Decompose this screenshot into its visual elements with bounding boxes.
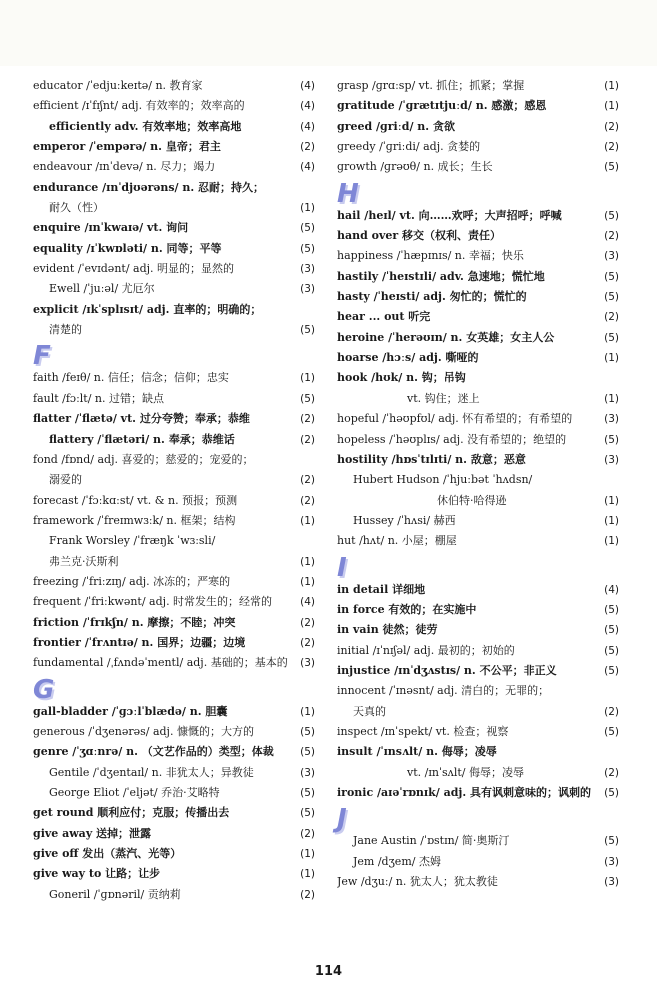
glossary-entry [33, 117, 315, 137]
glossary-entry [337, 409, 619, 429]
unit-number: (1) [300, 848, 315, 861]
unit-number: (2) [300, 141, 315, 154]
unit-number: (1) [300, 514, 315, 527]
glossary-entry [337, 206, 619, 226]
entry-text: endurance /ɪnˈdjʊərəns/ n. 忍耐；持久； [33, 180, 265, 194]
entry-text: 溺爱的 [49, 473, 82, 487]
unit-number: (3) [300, 766, 315, 779]
glossary-entry [337, 872, 619, 892]
glossary-entry [337, 348, 619, 368]
entry-text: faith /feɪθ/ n. 信任；信念；信仰；忠实 [33, 371, 229, 385]
entry-text: hear ... out 听完 [337, 310, 431, 324]
glossary-entry [337, 368, 619, 388]
entry-text: Hussey /ˈhʌsi/ 赫西 [353, 513, 456, 527]
entry-text: efficient /ɪˈfɪʃnt/ adj. 有效率的；效率高的 [33, 99, 245, 113]
unit-number: (1) [604, 80, 619, 92]
entry-text: 休伯特·哈得逊 [437, 493, 507, 507]
unit-number: (5) [300, 787, 315, 799]
entry-text: evident /ˈevɪdənt/ adj. 明显的；显然的 [33, 262, 235, 276]
section-letter: F [33, 341, 51, 372]
glossary-entry [337, 76, 619, 96]
entry-text: heroine /ˈherəʊɪn/ n. 女英雄；女主人公 [337, 330, 555, 344]
entry-text: Jane Austin /ˈɒstɪn/ 简·奥斯汀 [353, 834, 510, 848]
entry-text: vt. /ɪnˈsʌlt/ 侮辱；凌辱 [407, 765, 524, 779]
entry-text: grasp /ɡrɑːsp/ vt. 抓住；抓紧；掌握 [337, 79, 525, 92]
unit-number: (4) [300, 161, 315, 174]
unit-number: (1) [604, 535, 619, 548]
entry-text: hopeless /ˈhəʊplɪs/ adj. 没有希望的；绝望的 [337, 432, 567, 446]
section-letter: I [337, 552, 347, 583]
unit-number: (2) [300, 474, 315, 487]
glossary-entry [33, 824, 315, 844]
entry-text: equality /ɪˈkwɒləti/ n. 同等；平等 [33, 241, 222, 255]
unit-number: (3) [604, 250, 619, 263]
unit-number: (2) [300, 494, 315, 507]
entry-text: fond /fɒnd/ adj. 喜爱的；慈爱的；宠爱的； [33, 452, 254, 466]
entry-text: Hubert Hudson /ˈhjuːbət ˈhʌdsn/ [353, 473, 533, 487]
glossary-entry [337, 450, 619, 470]
unit-number: (1) [300, 868, 315, 881]
entry-text: greedy /ˈɡriːdi/ adj. 贪婪的 [337, 140, 481, 154]
entry-text: Jew /dʒuː/ n. 犹太人；犹太教徒 [337, 875, 498, 889]
unit-number: (5) [300, 324, 315, 337]
glossary-entry [33, 552, 315, 572]
unit-number: (2) [604, 705, 619, 718]
unit-number: (5) [300, 746, 315, 759]
unit-number: (5) [300, 222, 315, 235]
unit-number: (2) [604, 311, 619, 324]
glossary-entry [33, 259, 315, 279]
unit-number: (5) [604, 624, 619, 637]
glossary-entry [337, 117, 619, 137]
entry-text: hut /hʌt/ n. 小屋；棚屋 [337, 534, 457, 548]
unit-number: (2) [300, 433, 315, 446]
entry-text: hopeful /ˈhəʊpfʊl/ adj. 怀有希望的；有希望的 [337, 412, 573, 426]
unit-number: (3) [604, 413, 619, 426]
entry-text: hasty /ˈheɪsti/ adj. 匆忙的；慌忙的 [337, 290, 527, 304]
entry-text: happiness /ˈhæpɪnɪs/ n. 幸福；快乐 [337, 249, 524, 263]
glossary-entry [33, 279, 315, 299]
entry-text: fault /fɔːlt/ n. 过错；缺点 [33, 391, 165, 405]
glossary-entry [337, 852, 619, 872]
unit-number: (5) [604, 209, 619, 222]
glossary-entry [33, 742, 315, 762]
entry-text: hoarse /hɔːs/ adj. 嘶哑的 [337, 351, 479, 365]
entry-text: explicit /ɪkˈsplɪsɪt/ adj. 直率的；明确的； [33, 302, 262, 316]
entry-text: gall-bladder /ˈɡɔːlˈblædə/ n. 胆囊 [33, 704, 228, 718]
entry-text: inspect /ɪnˈspekt/ vt. 检查；视察 [337, 724, 509, 738]
glossary-entry [33, 702, 315, 722]
glossary-entry [33, 218, 315, 238]
glossary-entry [33, 137, 315, 157]
unit-number: (1) [604, 494, 619, 507]
glossary-entry [33, 409, 315, 429]
glossary-entry [33, 531, 315, 551]
entry-text: endeavour /ɪnˈdevə/ n. 尽力；竭力 [33, 160, 216, 174]
entry-text: hail /heɪl/ vt. 向……欢呼；大声招呼；呼喊 [337, 208, 562, 222]
unit-number: (4) [300, 80, 315, 92]
entry-text: freezing /ˈfriːzɪŋ/ adj. 冰冻的；严寒的 [33, 574, 231, 588]
entry-text: Gentile /ˈdʒentaɪl/ n. 非犹太人；异教徒 [49, 765, 254, 779]
glossary-entry [337, 600, 619, 620]
glossary-entry [33, 389, 315, 409]
glossary-entry [33, 96, 315, 116]
glossary-entry [337, 580, 619, 600]
glossary-entry [33, 763, 315, 783]
unit-number: (4) [300, 120, 315, 133]
unit-number: (5) [604, 664, 619, 677]
unit-number: (2) [300, 616, 315, 629]
unit-number: (3) [604, 876, 619, 889]
glossary-entry [337, 661, 619, 681]
unit-number: (4) [300, 596, 315, 609]
entry-text: insult /ˈɪnsʌlt/ n. 侮辱；凌辱 [337, 745, 497, 759]
glossary-entry [33, 178, 315, 198]
glossary-entry [337, 742, 619, 762]
entry-text: in vain 徒然；徒劳 [337, 623, 438, 637]
glossary-entry [33, 592, 315, 612]
glossary-entry [337, 783, 619, 803]
entry-text: generous /ˈdʒenərəs/ adj. 慷慨的；大方的 [33, 724, 254, 738]
glossary-entry [33, 722, 315, 742]
glossary-entry [337, 226, 619, 246]
glossary-entry [337, 328, 619, 348]
section-letter-row [337, 178, 619, 209]
unit-number: (1) [300, 202, 315, 215]
entry-text: frontier /ˈfrʌntɪə/ n. 国界；边疆；边境 [33, 635, 246, 649]
unit-number: (3) [604, 453, 619, 466]
glossary-entry [337, 681, 619, 701]
entry-text: efficiently adv. 有效率地；效率高地 [49, 119, 242, 133]
unit-number: (5) [300, 807, 315, 820]
unit-number: (5) [604, 603, 619, 616]
glossary-entry [33, 300, 315, 320]
glossary-entry [337, 722, 619, 742]
entry-text: give off 发出（蒸汽、光等） [33, 847, 182, 861]
glossary-entry [337, 702, 619, 722]
entry-text: 天真的 [353, 704, 386, 718]
entry-text: 耐久（性） [49, 201, 104, 215]
glossary-entry [337, 620, 619, 640]
unit-number: (2) [604, 120, 619, 133]
glossary-entry [33, 76, 315, 96]
entry-text: 清楚的 [49, 323, 82, 337]
unit-number: (5) [604, 331, 619, 344]
entry-text: hastily /ˈheɪstɪli/ adv. 急速地；慌忙地 [337, 269, 545, 283]
right-column [337, 76, 619, 892]
glossary-entry [337, 531, 619, 551]
unit-number: (3) [300, 283, 315, 296]
entry-text: in detail 详细地 [337, 582, 426, 596]
glossary-entry [337, 491, 619, 511]
glossary-entry [33, 157, 315, 177]
entry-text: give way to 让路；让步 [33, 867, 161, 881]
unit-number: (2) [300, 636, 315, 649]
entry-text: forecast /ˈfɔːkɑːst/ vt. & n. 预报；预测 [33, 493, 238, 507]
entry-text: gratitude /ˈɡrætɪtjuːd/ n. 感激；感恩 [337, 99, 547, 113]
glossary-entry [337, 641, 619, 661]
glossary-entry [337, 470, 619, 490]
unit-number: (2) [300, 413, 315, 426]
entry-text: initial /ɪˈnɪʃəl/ adj. 最初的；初始的 [337, 643, 515, 657]
glossary-entry [337, 96, 619, 116]
unit-number: (1) [604, 100, 619, 113]
entry-text: flattery /ˈflætəri/ n. 奉承；恭维话 [49, 432, 235, 446]
glossary-entry [33, 198, 315, 218]
entry-text: greed /ɡriːd/ n. 贪欲 [337, 119, 455, 133]
entry-text: framework /ˈfreɪmwɜːk/ n. 框架；结构 [33, 513, 236, 527]
glossary-entry [33, 803, 315, 823]
entry-text: Frank Worsley /ˈfræŋk ˈwɜːsli/ [49, 534, 216, 548]
unit-number: (1) [604, 514, 619, 527]
section-letter: H [337, 178, 359, 209]
glossary-entry [337, 307, 619, 327]
entry-text: 弗兰克·沃斯利 [49, 554, 119, 568]
unit-number: (4) [300, 100, 315, 113]
entry-text: growth /ɡrəʊθ/ n. 成长；生长 [337, 160, 493, 174]
entry-text: get round 顺利应付；克服；传播出去 [33, 806, 230, 820]
glossary-entry [337, 389, 619, 409]
unit-number: (2) [300, 888, 315, 901]
glossary-entry [33, 430, 315, 450]
glossary-entry [33, 864, 315, 884]
glossary-entry [33, 239, 315, 259]
unit-number: (5) [604, 787, 619, 799]
glossary-entry [337, 137, 619, 157]
entry-text: fundamental /ˌfʌndəˈmentl/ adj. 基础的；基本的 [33, 656, 288, 670]
glossary-entry [337, 287, 619, 307]
glossary-entry [337, 511, 619, 531]
unit-number: (3) [300, 657, 315, 670]
entry-text: hand over 移交（权利、责任） [337, 229, 501, 243]
entry-text: give away 送掉；泄露 [33, 826, 152, 840]
entry-text: enquire /ɪnˈkwaɪə/ vt. 询问 [33, 221, 189, 235]
entry-text: genre /ˈʒɑːnrə/ n. （文艺作品的）类型；体裁 [33, 745, 274, 759]
section-letter-row [337, 552, 619, 583]
glossary-entry [33, 470, 315, 490]
entry-text: injustice /ɪnˈdʒʌstɪs/ n. 不公平；非正义 [337, 663, 557, 677]
entry-text: flatter /ˈflætə/ vt. 过分夸赞；奉承；恭维 [33, 412, 250, 426]
glossary-entry [33, 844, 315, 864]
entry-text: friction /ˈfrɪkʃn/ n. 摩擦；不睦；冲突 [33, 615, 236, 629]
glossary-entry [33, 572, 315, 592]
unit-number: (5) [604, 270, 619, 283]
glossary-entry [337, 157, 619, 177]
unit-number: (5) [604, 835, 619, 848]
unit-number: (5) [604, 161, 619, 174]
glossary-entry [337, 246, 619, 266]
unit-number: (5) [604, 725, 619, 738]
unit-number: (2) [604, 230, 619, 243]
unit-number: (1) [604, 392, 619, 405]
entry-text: George Eliot /ˈeljət/ 乔治·艾略特 [49, 786, 220, 799]
unit-number: (3) [604, 855, 619, 868]
unit-number: (1) [604, 352, 619, 365]
glossary-entry [33, 613, 315, 633]
page-number: 114 [314, 964, 343, 979]
left-column [33, 76, 315, 905]
glossary-entry [33, 653, 315, 673]
section-letter: J [337, 804, 347, 835]
glossary-entry [33, 783, 315, 803]
unit-number: (3) [300, 263, 315, 276]
unit-number: (4) [604, 583, 619, 596]
glossary-entry [33, 885, 315, 905]
glossary-entry [33, 450, 315, 470]
glossary-entry [337, 430, 619, 450]
entry-text: frequent /ˈfriːkwənt/ adj. 时常发生的；经常的 [33, 595, 273, 609]
section-letter-row [33, 674, 315, 705]
entry-text: educator /ˈedjuːkeɪtə/ n. 教育家 [33, 79, 203, 92]
unit-number: (2) [604, 766, 619, 779]
entry-text: hook /hʊk/ n. 钩；吊钩 [337, 371, 466, 385]
unit-number: (5) [604, 291, 619, 304]
glossary-entry [33, 511, 315, 531]
section-letter-row [33, 341, 315, 372]
glossary-entry [33, 633, 315, 653]
entry-text: vt. 钩住；迷上 [407, 391, 480, 405]
entry-text: Goneril /ˈɡɒnəril/ 贡纳莉 [49, 887, 181, 901]
glossary-entry [337, 763, 619, 783]
unit-number: (5) [300, 392, 315, 405]
unit-number: (5) [300, 242, 315, 255]
section-letter: G [33, 674, 55, 705]
unit-number: (5) [300, 725, 315, 738]
glossary-entry [337, 831, 619, 851]
entry-text: Jem /dʒem/ 杰姆 [353, 854, 441, 868]
glossary-entry [33, 491, 315, 511]
section-letter-row [337, 804, 619, 835]
glossary-entry [33, 320, 315, 340]
unit-number: (2) [604, 141, 619, 154]
top-banner [0, 0, 657, 66]
unit-number: (2) [300, 827, 315, 840]
entry-text: in force 有效的；在实施中 [337, 602, 477, 616]
unit-number: (5) [604, 433, 619, 446]
unit-number: (5) [604, 644, 619, 657]
unit-number: (1) [300, 555, 315, 568]
entry-text: Ewell /ˈjuːəl/ 尤厄尔 [49, 282, 155, 296]
entry-text: innocent /ˈɪnəsnt/ adj. 清白的；无罪的； [337, 684, 550, 698]
unit-number: (1) [300, 372, 315, 385]
entry-text: hostility /hɒsˈtɪlɪti/ n. 敌意；恶意 [337, 452, 526, 466]
unit-number: (1) [300, 705, 315, 718]
unit-number: (1) [300, 575, 315, 588]
entry-text: ironic /aɪəˈrɒnɪk/ adj. 具有讽刺意味的；讽刺的 [337, 786, 592, 799]
glossary-entry [33, 368, 315, 388]
entry-text: emperor /ˈempərə/ n. 皇帝；君主 [33, 140, 221, 154]
glossary-entry [337, 267, 619, 287]
